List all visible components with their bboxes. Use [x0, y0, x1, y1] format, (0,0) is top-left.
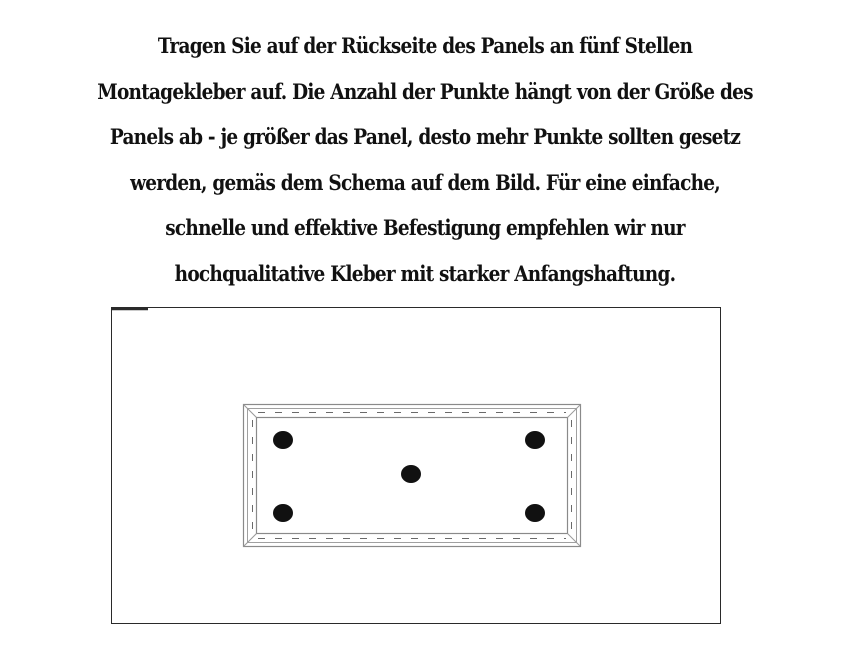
instruction-line: Tragen Sie auf der Rückseite des Panels an fünf Stellen: [157, 34, 693, 59]
adhesive-dot: [401, 465, 421, 483]
adhesive-dot: [525, 431, 545, 449]
instruction-line: schnelle und effektive Befestigung empfehlen wir nur: [165, 216, 685, 242]
adhesive-dot: [525, 504, 545, 522]
instruction-line: werden, gemäs dem Schema auf dem Bild. Für eine einfache,: [130, 170, 720, 196]
instruction-line: Panels ab - je größer das Panel, desto mehr Punkte sollten gesetz: [109, 125, 741, 151]
adhesive-dot: [273, 504, 293, 522]
adhesive-scheme-frame: [111, 307, 721, 624]
instruction-line: hochqualitative Kleber mit starker Anfangshaftung.: [174, 261, 676, 287]
instruction-line: Montagekleber auf. Die Anzahl der Punkte hängt von der Größe des: [97, 79, 753, 105]
adhesive-dot: [273, 431, 293, 449]
instruction-text: [40, 24, 810, 298]
adhesive-scheme-diagram: [112, 308, 722, 625]
